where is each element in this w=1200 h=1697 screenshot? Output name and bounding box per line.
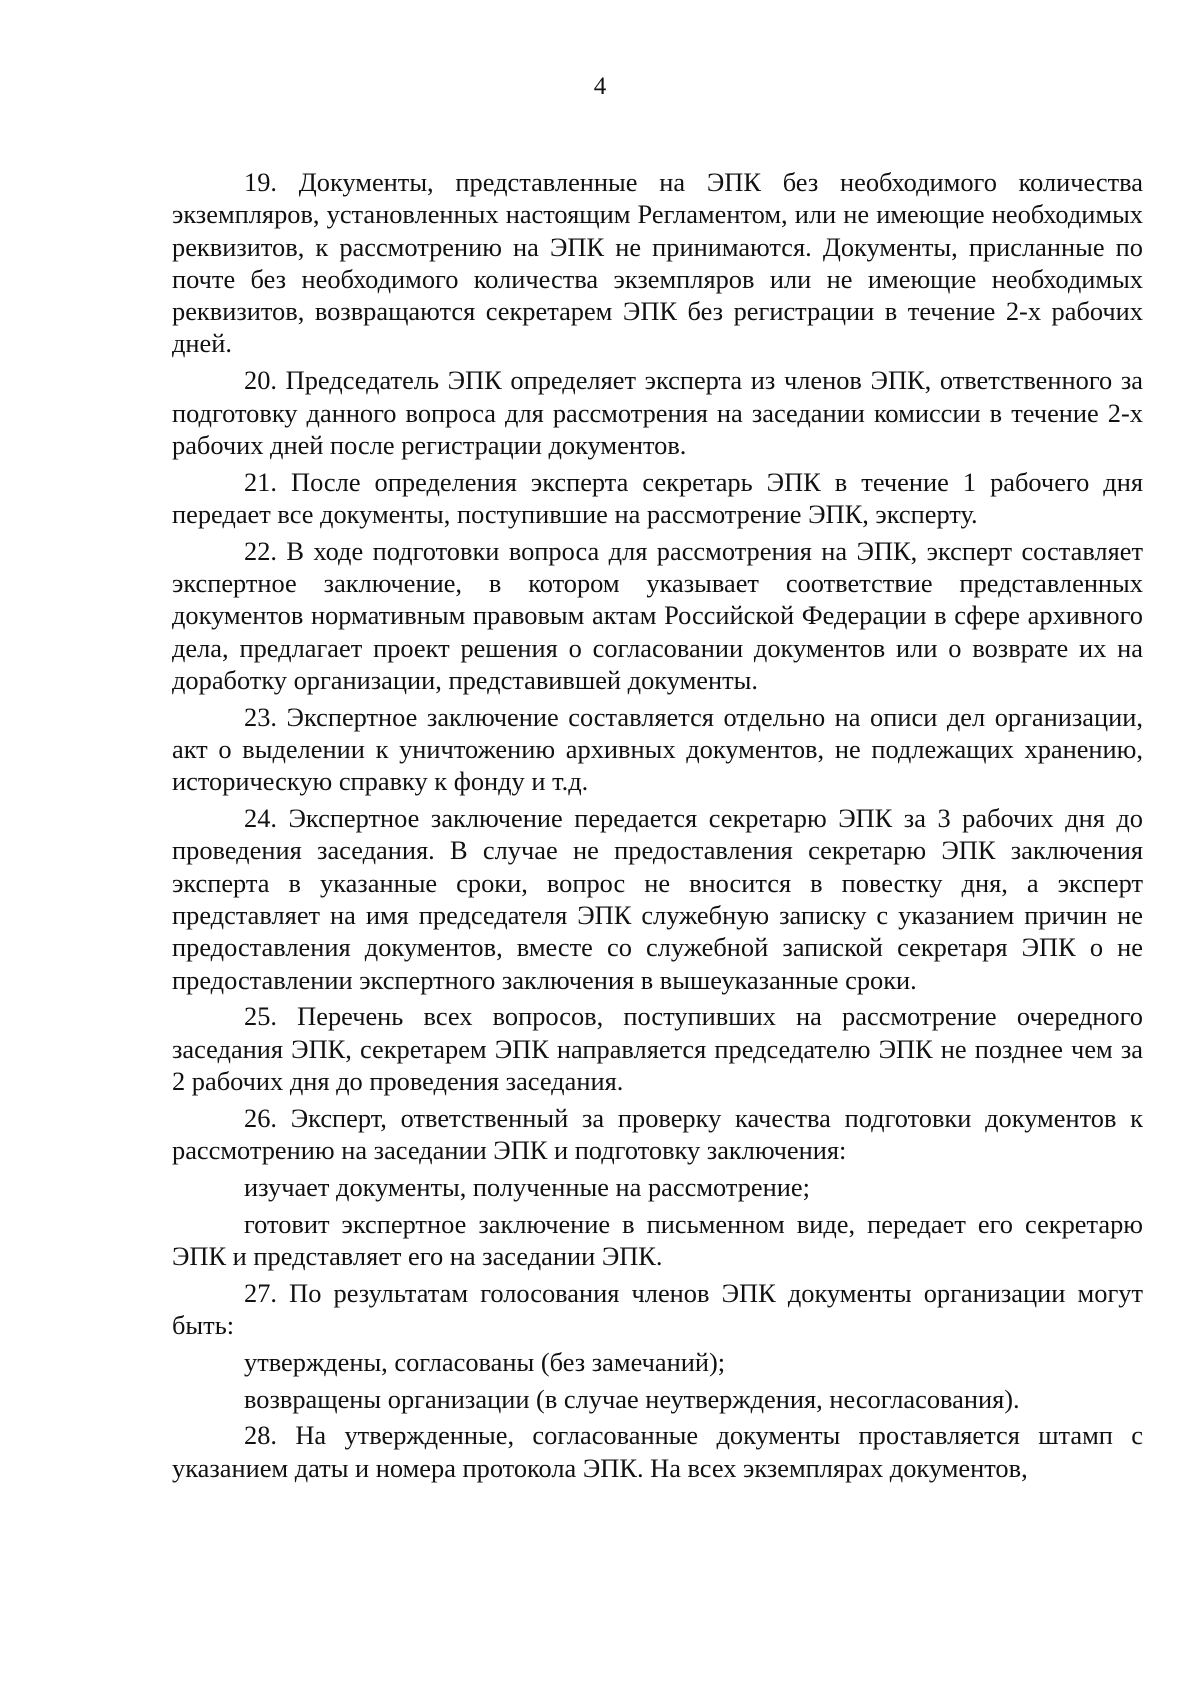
paragraph-23: 23. Экспертное заключение составляется отдельно на описи дел организации, акт о выделении к уничтожению архивных документов, не подлежащих хранению, историческую справку к фонду и т.д. — [172, 701, 1143, 797]
paragraph-26: 26. Эксперт, ответственный за проверку качества подготовки документов к рассмотрению на заседании ЭПК и подготовку заключения: — [172, 1102, 1143, 1166]
paragraph-22: 22. В ходе подготовки вопроса для рассмотрения на ЭПК, эксперт составляет экспертное заключение, в котором указывает соответствие представленных документов нормативным правовым актам Российской Федерации в сфере архивного дела, предлагает проект решения о согласовании документов или о возврате их на доработку организации, представившей документы. — [172, 535, 1143, 695]
paragraph-26-item-1: изучает документы, полученные на рассмотрение; — [244, 1171, 810, 1202]
paragraph-25: 25. Перечень всех вопросов, поступивших на рассмотрение очередного заседания ЭПК, секретарем ЭПК направляется председателю ЭПК не позднее чем за 2 рабочих дня до проведения заседания. — [172, 1001, 1143, 1097]
page-number: 4 — [593, 73, 607, 100]
paragraph-20: 20. Председатель ЭПК определяет эксперта из членов ЭПК, ответственного за подготовку данного вопроса для рассмотрения на заседании комиссии в течение 2-х рабочих дней после регистрации документов. — [172, 365, 1143, 460]
paragraph-19: 19. Документы, представленные на ЭПК без необходимого количества экземпляров, установленных настоящим Регламентом, или не имеющие необходимых реквизитов, к рассмотрению на ЭПК не принимаются. Документы, присланные по почте без необходимого количества экземпляров или не имеющие необходимых реквизитов, возвращаются секретарем ЭПК без регистрации в течение 2-х рабочих дней. — [172, 167, 1143, 359]
document-body — [172, 166, 1143, 1489]
paragraph-21: 21. После определения эксперта секретарь ЭПК в течение 1 рабочего дня передает все документы, поступившие на рассмотрение ЭПК, эксперту. — [172, 466, 1143, 529]
paragraph-27: 27. По результатам голосования членов ЭПК документы организации могут быть: — [172, 1277, 1143, 1341]
paragraph-28: 28. На утвержденные, согласованные документы проставляется штамп с указанием даты и номера протокола ЭПК. На всех экземплярах документов, — [172, 1420, 1143, 1483]
paragraph-27-item-2: возвращены организации (в случае неутверждения, несогласования). — [244, 1383, 1020, 1414]
paragraph-27-item-1: утверждены, согласованы (без замечаний); — [244, 1346, 726, 1377]
paragraph-24: 24. Экспертное заключение передается секретарю ЭПК за 3 рабочих дня до проведения заседания. В случае не предоставления секретарю ЭПК заключения эксперта в указанные сроки, вопрос не вносится в повестку дня, а эксперт представляет на имя председателя ЭПК служебную записку с указанием причин не предоставления документов, вместе со служебной запиской секретаря ЭПК о не предоставлении экспертного заключения в вышеуказанные сроки. — [172, 803, 1143, 995]
paragraph-26-item-2: готовит экспертное заключение в письменном виде, передает его секретарю ЭПК и представляет его на заседании ЭПК. — [172, 1208, 1143, 1271]
